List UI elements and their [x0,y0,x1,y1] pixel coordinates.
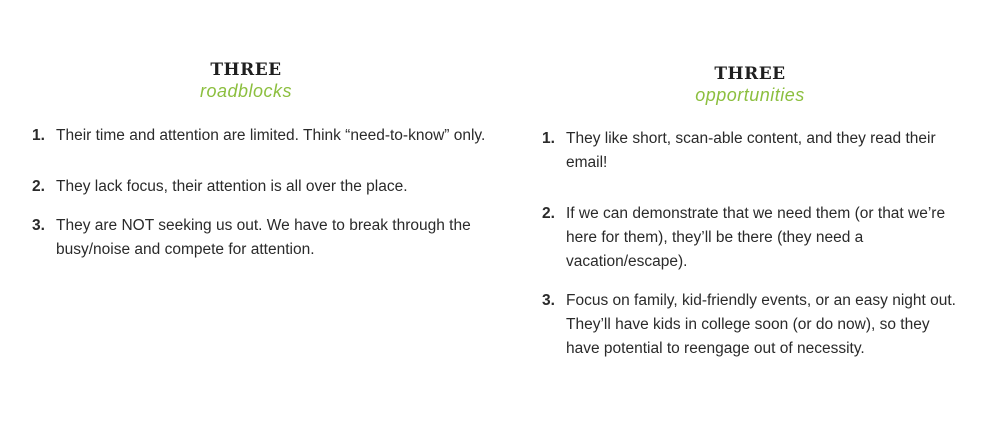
item-number: 3. [542,292,555,309]
opportunities-heading-sub: opportunities [695,85,805,105]
item-text: If we can demonstrate that we need them (or that we’re here for them), they’ll be there (they need a vacation/escape). [566,205,946,270]
opportunities-heading [655,64,845,106]
roadblock-item [32,124,486,148]
roadblocks-heading [147,60,345,102]
opportunity-item [542,127,958,175]
item-number: 3. [32,217,45,234]
item-text: They are NOT seeking us out. We have to break through the busy/noise and compete for attention. [56,217,471,258]
roadblock-item [32,214,486,262]
item-number: 2. [32,178,45,195]
item-number: 1. [542,130,555,147]
opportunity-item [542,202,958,274]
roadblocks-heading-top: THREE [210,60,282,80]
roadblocks-list [32,124,486,262]
item-text: Focus on family, kid-friendly events, or an easy night out. They’ll have kids in college soon (or do now), so they have potential to reengage out of necessity. [566,292,956,357]
opportunity-item [542,289,958,361]
opportunities-heading-top: THREE [714,64,786,84]
item-number: 1. [32,127,45,144]
opportunities-list [542,127,958,361]
item-text: They like short, scan-able content, and they read their email! [566,130,936,171]
item-text: Their time and attention are limited. Think “need-to-know” only. [56,127,486,144]
item-text: They lack focus, their attention is all over the place. [56,178,408,195]
roadblock-item [32,175,486,199]
roadblocks-heading-sub: roadblocks [199,81,293,101]
item-number: 2. [542,205,555,222]
